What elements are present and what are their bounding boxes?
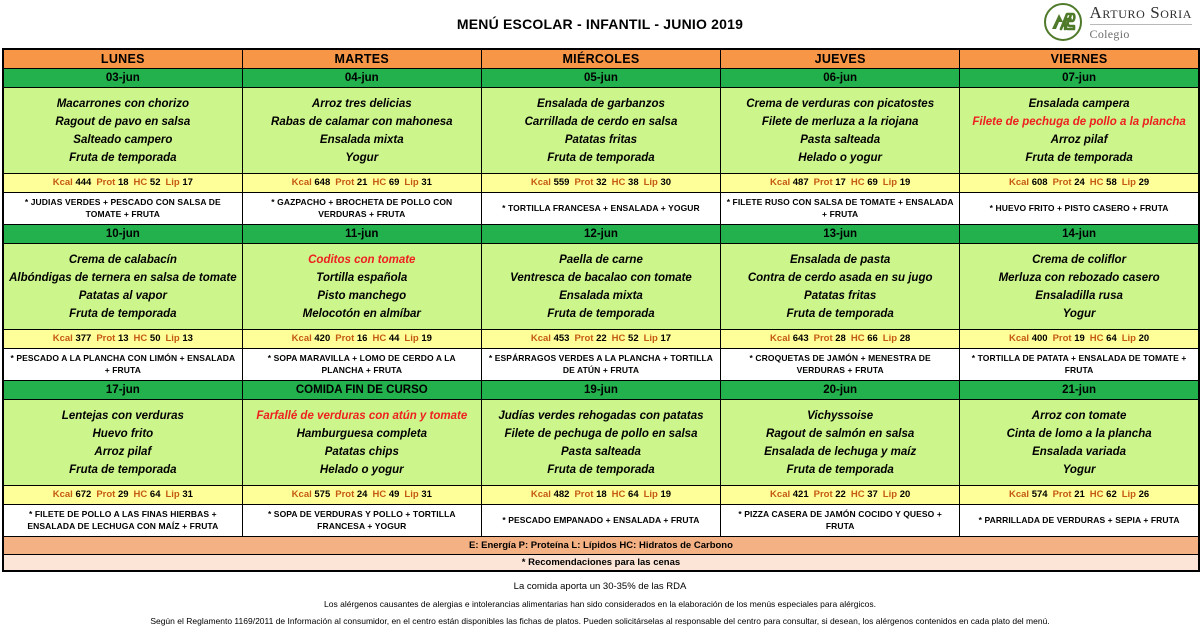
hc-value: 64 (1106, 333, 1117, 344)
lip-label: Lip (165, 489, 180, 500)
date-row (3, 224, 1199, 243)
dish-item: Fruta de temporada (69, 151, 177, 164)
nutrition-cell (242, 173, 481, 192)
kcal-value: 482 (553, 489, 570, 500)
lip-value: 19 (421, 333, 432, 344)
hc-label: HC (850, 489, 865, 500)
hc-label: HC (1089, 489, 1104, 500)
dinner-cell: * JUDIAS VERDES + PESCADO CON SALSA DE TOMATE + FRUTA (3, 192, 242, 224)
dinner-row (3, 192, 1199, 224)
date-cell: 11-jun (242, 224, 481, 243)
dish-item: Crema de coliflor (1032, 253, 1127, 266)
nutrition-cell (721, 329, 960, 348)
lip-value: 28 (899, 333, 911, 344)
dishes-cell (481, 87, 720, 173)
hc-label: HC (133, 333, 148, 344)
prot-label: Prot (574, 333, 594, 344)
dish-item: Fruta de temporada (547, 151, 655, 164)
dishes-cell (721, 399, 960, 485)
lip-label: Lip (643, 333, 658, 344)
lip-label: Lip (643, 177, 658, 188)
dinner-cell: * GAZPACHO + BROCHETA DE POLLO CON VERDURAS + FRUTA (242, 192, 481, 224)
day-of-week-header: JUEVES (721, 49, 960, 68)
nutrition-cell (960, 329, 1199, 348)
dish-item: Crema de calabacín (68, 253, 177, 266)
prot-label: Prot (96, 489, 116, 500)
lip-value: 20 (899, 489, 911, 500)
dinner-cell: * SOPA MARAVILLA + LOMO DE CERDO A LA PLANCHA + FRUTA (242, 348, 481, 380)
nutrition-row (3, 173, 1199, 192)
lip-value: 31 (421, 177, 432, 188)
days-header-row (3, 49, 1199, 68)
date-cell: 04-jun (242, 68, 481, 87)
dish-item: Albóndigas de ternera en salsa de tomate (9, 271, 237, 284)
kcal-value: 575 (314, 489, 331, 500)
day-of-week-header: VIERNES (960, 49, 1199, 68)
dish-item: Ragout de salmón en salsa (766, 427, 915, 440)
prot-value: 17 (835, 177, 846, 188)
dish-item: Arroz pilaf (94, 445, 152, 458)
prot-value: 32 (596, 177, 607, 188)
kcal-label: Kcal (530, 333, 551, 344)
dish-item: Rabas de calamar con mahonesa (271, 115, 453, 128)
kcal-value: 420 (314, 333, 331, 344)
dish-item: Filete de pechuga de pollo en salsa (504, 427, 698, 440)
lip-value: 20 (1138, 333, 1150, 344)
lip-value: 31 (182, 489, 193, 500)
kcal-label: Kcal (52, 489, 73, 500)
lip-label: Lip (404, 333, 419, 344)
date-cell: 17-jun (3, 380, 242, 399)
hc-label: HC (850, 333, 865, 344)
prot-label: Prot (1052, 333, 1072, 344)
dishes-cell (481, 399, 720, 485)
kcal-label: Kcal (52, 177, 73, 188)
kcal-label: Kcal (770, 489, 791, 500)
dish-item: Cinta de lomo a la plancha (1006, 427, 1152, 440)
date-cell: 07-jun (960, 68, 1199, 87)
hc-value: 69 (388, 177, 400, 188)
dish-item: Patatas fritas (564, 133, 638, 146)
hc-label: HC (611, 333, 626, 344)
dish-item: Paella de carne (559, 253, 643, 266)
kcal-label: Kcal (52, 333, 73, 344)
dish-item: Filete de pechuga de pollo a la plancha (972, 115, 1186, 128)
date-cell: 19-jun (481, 380, 720, 399)
note-regulation: Según el Reglamento 1169/2011 de Información al consumidor, en el centro están disponibles las fichas de platos. Pueden solicitárselas al responsable del centro para consultar, si desean, los alérgenos contenidos en cada plato del menú. (150, 616, 1050, 626)
hc-label: HC (611, 489, 626, 500)
hc-value: 64 (149, 489, 161, 500)
dish-item: Melocotón en almíbar (302, 307, 421, 320)
brand-subtitle: Colegio (1089, 27, 1130, 41)
dish-item: Ensalada de pasta (789, 253, 891, 266)
dish-item: Yogur (1062, 463, 1096, 476)
dish-item: Ensalada variada (1032, 445, 1127, 458)
dinner-cell: * PIZZA CASERA DE JAMÓN COCIDO Y QUESO + FRUTA (721, 504, 960, 536)
lip-value: 17 (182, 177, 193, 188)
nutrition-cell (3, 173, 242, 192)
prot-label: Prot (813, 489, 833, 500)
kcal-value: 453 (553, 333, 570, 344)
kcal-label: Kcal (530, 489, 551, 500)
kcal-value: 559 (553, 177, 570, 188)
prot-value: 18 (596, 489, 607, 500)
dish-item: Fruta de temporada (547, 463, 655, 476)
dish-item: Arroz con tomate (1031, 409, 1127, 422)
hc-label: HC (850, 177, 865, 188)
prot-label: Prot (813, 177, 833, 188)
prot-value: 21 (356, 177, 368, 188)
brand-divider (1090, 24, 1192, 25)
dinner-cell: * HUEVO FRITO + PISTO CASERO + FRUTA (960, 192, 1199, 224)
dish-item: Pasta salteada (800, 133, 881, 146)
dish-item: Ragout de pavo en salsa (55, 115, 191, 128)
prot-label: Prot (96, 333, 116, 344)
hc-value: 38 (628, 177, 639, 188)
dish-item: Ensalada mixta (319, 133, 404, 146)
date-cell: 13-jun (721, 224, 960, 243)
dish-item: Arroz tres delicias (311, 97, 412, 110)
dishes-row (3, 243, 1199, 329)
brand-name: Arturo Soria (1089, 3, 1192, 22)
kcal-label: Kcal (770, 177, 791, 188)
dish-item: Ensalada de lechuga y maíz (764, 445, 917, 458)
lip-label: Lip (165, 177, 180, 188)
dish-item: Arroz pilaf (1050, 133, 1108, 146)
dishes-cell (3, 399, 242, 485)
dish-item: Lentejas con verduras (61, 409, 184, 422)
dishes-cell (242, 399, 481, 485)
prot-value: 21 (1074, 489, 1085, 500)
lip-label: Lip (1121, 177, 1136, 188)
lip-label: Lip (165, 333, 180, 344)
recommendation-cell: * Recomendaciones para las cenas (3, 554, 1199, 571)
kcal-label: Kcal (1008, 489, 1030, 500)
dishes-cell (242, 243, 481, 329)
note-rda: La comida aporta un 30-35% de las RDA (513, 581, 687, 592)
legend-row (3, 536, 1199, 554)
kcal-value: 487 (792, 177, 809, 188)
dish-item: Yogur (1062, 307, 1096, 320)
dish-item: Yogur (345, 151, 379, 164)
dish-item: Farfallé de verduras con atún y tomate (256, 409, 468, 422)
date-cell: 14-jun (960, 224, 1199, 243)
lip-label: Lip (404, 177, 419, 188)
nutrition-cell (481, 173, 720, 192)
kcal-value: 421 (792, 489, 809, 500)
lip-value: 19 (660, 489, 672, 500)
date-row (3, 68, 1199, 87)
dinner-cell: * PARRILLADA DE VERDURAS + SEPIA + FRUTA (960, 504, 1199, 536)
nutrition-cell (481, 329, 720, 348)
hc-value: 64 (628, 489, 639, 500)
hc-label: HC (1089, 333, 1104, 344)
dish-item: Huevo frito (92, 427, 154, 440)
date-cell: COMIDA FIN DE CURSO (242, 380, 481, 399)
nutrition-cell (3, 329, 242, 348)
dish-item: Fruta de temporada (547, 307, 655, 320)
dishes-cell (242, 87, 481, 173)
dish-item: Helado o yogur (319, 463, 404, 476)
day-of-week-header: LUNES (3, 49, 242, 68)
hc-value: 44 (388, 333, 400, 344)
menu-table (2, 48, 1200, 572)
kcal-label: Kcal (291, 177, 312, 188)
nutrition-cell (960, 173, 1199, 192)
prot-value: 28 (835, 333, 846, 344)
lip-label: Lip (1121, 489, 1136, 500)
dish-item: Ensalada de garbanzos (537, 97, 665, 110)
dishes-row (3, 399, 1199, 485)
kcal-value: 400 (1031, 333, 1048, 344)
nutrition-cell (721, 173, 960, 192)
dish-item: Crema de verduras con picatostes (746, 97, 935, 110)
prot-label: Prot (335, 489, 355, 500)
lip-label: Lip (882, 177, 898, 188)
lip-value: 31 (421, 489, 432, 500)
lip-value: 26 (1138, 489, 1150, 500)
date-cell: 03-jun (3, 68, 242, 87)
lip-label: Lip (643, 489, 658, 500)
dinner-cell: * PESCADO A LA PLANCHA CON LIMÓN + ENSALADA + FRUTA (3, 348, 242, 380)
day-of-week-header: MARTES (242, 49, 481, 68)
dinner-cell: * CROQUETAS DE JAMÓN + MENESTRA DE VERDURAS + FRUTA (721, 348, 960, 380)
prot-value: 22 (835, 489, 846, 500)
footer-notes (0, 572, 1200, 630)
school-logo (1043, 2, 1192, 42)
dish-item: Coditos con tomate (308, 253, 416, 266)
hc-label: HC (372, 489, 387, 500)
prot-label: Prot (335, 177, 355, 188)
prot-label: Prot (813, 333, 833, 344)
dish-item: Macarrones con chorizo (56, 97, 189, 110)
dish-item: Vichyssoise (807, 409, 874, 422)
kcal-value: 574 (1031, 489, 1048, 500)
prot-value: 13 (117, 333, 129, 344)
dishes-cell (481, 243, 720, 329)
hc-value: 50 (149, 333, 161, 344)
prot-value: 18 (117, 177, 129, 188)
dishes-cell (721, 87, 960, 173)
hc-value: 62 (1106, 489, 1117, 500)
nutrition-cell (3, 485, 242, 504)
dish-item: Carrillada de cerdo en salsa (524, 115, 678, 128)
dish-item: Ensaladilla rusa (1035, 289, 1123, 302)
dishes-cell (721, 243, 960, 329)
dishes-cell (960, 399, 1199, 485)
prot-label: Prot (574, 489, 594, 500)
dish-item: Filete de merluza a la riojana (761, 115, 919, 128)
dishes-cell (3, 87, 242, 173)
dishes-row (3, 87, 1199, 173)
nutrition-cell (481, 485, 720, 504)
nutrition-cell (242, 485, 481, 504)
dinner-cell: * FILETE DE POLLO A LAS FINAS HIERBAS + ENSALADA DE LECHUGA CON MAÍZ + FRUTA (3, 504, 242, 536)
hc-label: HC (611, 177, 626, 188)
dish-item: Patatas chips (324, 445, 399, 458)
dish-item: Pasta salteada (561, 445, 641, 458)
kcal-label: Kcal (291, 489, 312, 500)
lip-value: 17 (660, 333, 672, 344)
kcal-value: 377 (75, 333, 92, 344)
lip-value: 29 (1138, 177, 1150, 188)
dish-item: Hamburguesa completa (296, 427, 427, 440)
prot-value: 22 (596, 333, 607, 344)
dish-item: Fruta de temporada (786, 463, 894, 476)
prot-value: 19 (1074, 333, 1085, 344)
dinner-row (3, 348, 1199, 380)
legend-cell: E: Energía P: Proteína L: Lípidos HC: Hidratos de Carbono (3, 536, 1199, 554)
arturo-soria-monogram-icon (1043, 2, 1083, 42)
dinner-cell: * ESPÁRRAGOS VERDES A LA PLANCHA + TORTILLA DE ATÚN + FRUTA (481, 348, 720, 380)
lip-value: 19 (899, 177, 911, 188)
dish-item: Ensalada campera (1028, 97, 1130, 110)
dish-item: Fruta de temporada (1025, 151, 1133, 164)
kcal-value: 608 (1031, 177, 1048, 188)
note-allergens: Los alérgenos causantes de alergias e intolerancias alimentarias han sido considerados en la elaboración de los menús especiales para alérgicos. (324, 599, 876, 609)
kcal-label: Kcal (530, 177, 551, 188)
kcal-label: Kcal (291, 333, 312, 344)
nutrition-row (3, 329, 1199, 348)
lip-label: Lip (882, 333, 898, 344)
prot-label: Prot (1052, 489, 1072, 500)
dinner-row (3, 504, 1199, 536)
dishes-cell (960, 243, 1199, 329)
lip-label: Lip (882, 489, 898, 500)
prot-value: 24 (1074, 177, 1085, 188)
dish-item: Fruta de temporada (786, 307, 894, 320)
date-cell: 05-jun (481, 68, 720, 87)
hc-value: 52 (149, 177, 161, 188)
dish-item: Contra de cerdo asada en su jugo (747, 271, 933, 284)
hc-label: HC (372, 177, 387, 188)
prot-label: Prot (574, 177, 594, 188)
kcal-label: Kcal (770, 333, 791, 344)
dishes-cell (3, 243, 242, 329)
hc-value: 69 (867, 177, 878, 188)
prot-value: 24 (356, 489, 368, 500)
dishes-cell (960, 87, 1199, 173)
prot-value: 16 (356, 333, 368, 344)
hc-label: HC (1089, 177, 1104, 188)
date-row (3, 380, 1199, 399)
nutrition-row (3, 485, 1199, 504)
nutrition-cell (242, 329, 481, 348)
recommendation-row (3, 554, 1199, 571)
dinner-cell: * TORTILLA FRANCESA + ENSALADA + YOGUR (481, 192, 720, 224)
kcal-label: Kcal (1008, 333, 1030, 344)
date-cell: 21-jun (960, 380, 1199, 399)
nutrition-cell (721, 485, 960, 504)
date-cell: 06-jun (721, 68, 960, 87)
dinner-cell: * FILETE RUSO CON SALSA DE TOMATE + ENSALADA + FRUTA (721, 192, 960, 224)
dinner-cell: * PESCADO EMPANADO + ENSALADA + FRUTA (481, 504, 720, 536)
page-header (0, 0, 1200, 48)
dish-item: Tortilla española (316, 271, 408, 284)
prot-label: Prot (96, 177, 116, 188)
lip-value: 13 (182, 333, 193, 344)
brand-wordmark (1090, 4, 1192, 40)
dish-item: Pisto manchego (317, 289, 407, 302)
kcal-label: Kcal (1008, 177, 1030, 188)
day-of-week-header: MIÉRCOLES (481, 49, 720, 68)
dish-item: Salteado campero (73, 133, 173, 146)
hc-label: HC (133, 177, 148, 188)
dish-item: Helado o yogur (798, 151, 882, 164)
menu-table-body (3, 49, 1199, 571)
dish-item: Patatas al vapor (78, 289, 167, 302)
nutrition-cell (960, 485, 1199, 504)
date-cell: 20-jun (721, 380, 960, 399)
kcal-value: 648 (314, 177, 331, 188)
dish-item: Fruta de temporada (69, 307, 177, 320)
date-cell: 12-jun (481, 224, 720, 243)
dinner-cell: * TORTILLA DE PATATA + ENSALADA DE TOMATE + FRUTA (960, 348, 1199, 380)
hc-value: 58 (1106, 177, 1117, 188)
hc-label: HC (133, 489, 148, 500)
prot-value: 29 (117, 489, 129, 500)
hc-label: HC (372, 333, 387, 344)
dish-item: Patatas fritas (804, 289, 877, 302)
kcal-value: 672 (75, 489, 92, 500)
dish-item: Ensalada mixta (559, 289, 643, 302)
prot-label: Prot (1052, 177, 1072, 188)
hc-value: 66 (867, 333, 878, 344)
dish-item: Fruta de temporada (69, 463, 177, 476)
hc-value: 49 (388, 489, 400, 500)
hc-value: 37 (867, 489, 878, 500)
lip-label: Lip (1121, 333, 1136, 344)
dish-item: Ventresca de bacalao con tomate (510, 271, 692, 284)
prot-label: Prot (335, 333, 355, 344)
kcal-value: 444 (75, 177, 92, 188)
date-cell: 10-jun (3, 224, 242, 243)
lip-value: 30 (660, 177, 672, 188)
lip-label: Lip (404, 489, 419, 500)
dish-item: Judías verdes rehogadas con patatas (498, 409, 704, 422)
page-title: MENÚ ESCOLAR - INFANTIL - JUNIO 2019 (456, 16, 744, 32)
dinner-cell: * SOPA DE VERDURAS Y POLLO + TORTILLA FRANCESA + YOGUR (242, 504, 481, 536)
kcal-value: 643 (792, 333, 809, 344)
dish-item: Merluza con rebozado casero (998, 271, 1160, 284)
hc-value: 52 (628, 333, 639, 344)
